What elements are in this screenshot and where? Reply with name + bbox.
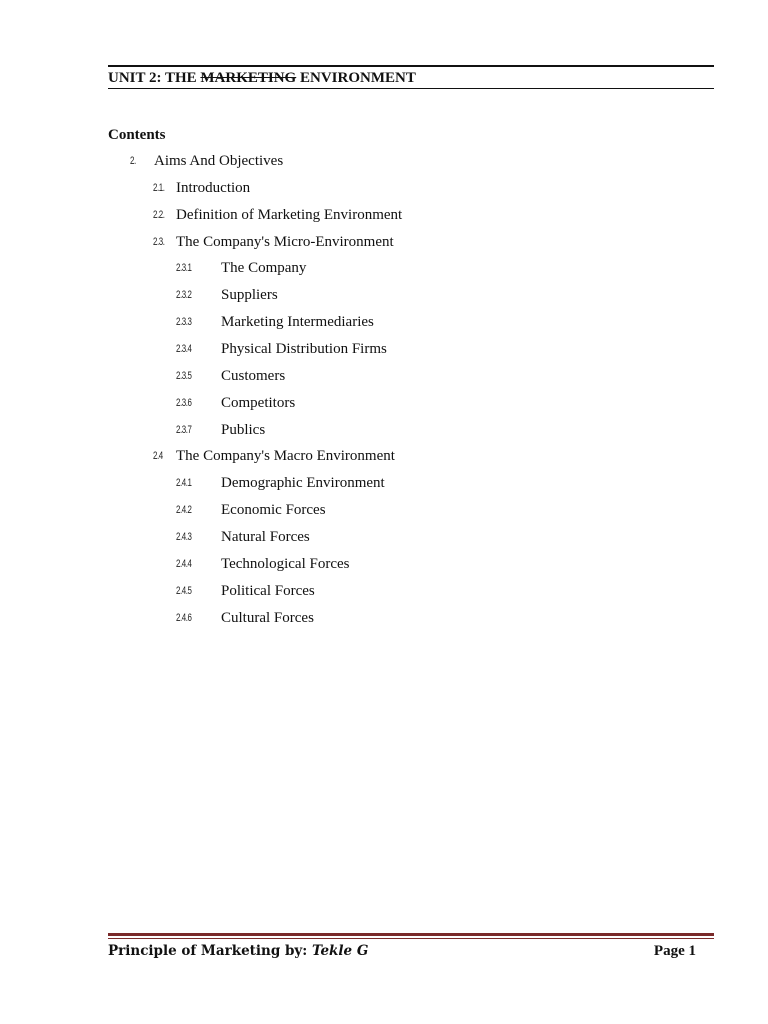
unit-title-suffix: ENVIRONMENT [296, 70, 416, 86]
toc-entry-number: 2.4.4 [176, 557, 192, 570]
toc-entry[interactable] [0, 340, 768, 358]
toc-entry-title: Political Forces [221, 582, 315, 599]
toc-entry-number: 2.3. [153, 235, 165, 248]
page-number: Page 1 [653, 943, 696, 959]
toc-entry-number: 2.4.1 [176, 477, 192, 490]
toc-entry[interactable] [0, 447, 768, 465]
toc-entry-title: Natural Forces [221, 528, 310, 545]
toc-entry-title: Publics [221, 421, 266, 438]
toc-entry[interactable] [0, 206, 768, 224]
toc-entry[interactable] [0, 421, 768, 439]
footer-label: Principle of Marketing by: [108, 943, 312, 959]
unit-title-prefix: UNIT 2: THE [108, 70, 201, 86]
unit-title [108, 69, 416, 87]
toc-entry-title: Economic Forces [221, 502, 326, 519]
toc-entry-title: Aims And Objectives [154, 153, 284, 169]
toc-entry[interactable] [0, 259, 768, 277]
toc-entry-title: The Company's Micro-Environment [176, 233, 394, 250]
footer-rule-thin [108, 938, 714, 939]
toc-entry[interactable] [0, 528, 768, 546]
toc-entry[interactable] [0, 152, 768, 170]
toc-entry-number: 2.3.5 [176, 369, 192, 382]
toc-entry-number: 2.1. [153, 181, 165, 194]
toc-entry-number: 2.4 [153, 450, 163, 463]
toc-entry[interactable] [0, 582, 768, 600]
unit-title-struck-word: MARKETING [200, 70, 297, 86]
toc-entry[interactable] [0, 474, 768, 492]
toc-entry-number: 2.4.5 [176, 584, 192, 597]
contents-heading: Contents [108, 127, 166, 143]
toc-entry[interactable] [0, 394, 768, 412]
footer-course-credit [108, 942, 368, 960]
toc-entry[interactable] [0, 179, 768, 197]
toc-entry[interactable] [0, 555, 768, 573]
toc-entry-number: 2.3.6 [176, 396, 192, 409]
toc-entry-number: 2.3.3 [176, 316, 192, 329]
toc-entry-title: Competitors [221, 394, 296, 411]
toc-entry-title: The Company's Macro Environment [176, 448, 395, 465]
toc-entry-number: 2.4.2 [176, 504, 192, 517]
toc-entry-title: Suppliers [221, 287, 278, 304]
toc-entry[interactable] [0, 367, 768, 385]
toc-entry-title: Technological Forces [221, 555, 350, 572]
toc-entry-title: Cultural Forces [221, 609, 314, 626]
toc-entry-title: The Company [221, 260, 307, 277]
toc-entry-number: 2.2. [153, 208, 165, 221]
toc-entry-title: Physical Distribution Firms [221, 341, 387, 357]
footer-rule-thick [108, 933, 714, 936]
toc-entry-number: 2.3.1 [176, 262, 192, 275]
toc-entry-title: Marketing Intermediaries [221, 314, 374, 331]
toc-entry-number: 2.3.4 [176, 343, 192, 355]
page-header [108, 65, 714, 89]
toc-entry-title: Demographic Environment [221, 475, 385, 492]
toc-entry-title: Introduction [176, 179, 251, 196]
toc-entry-number: 2.4.3 [176, 530, 192, 543]
toc-entry[interactable] [0, 286, 768, 304]
toc-entry-title: Customers [221, 367, 286, 384]
toc-entry-number: 2.3.7 [176, 423, 192, 436]
toc-entry-number: 2. [130, 155, 136, 167]
footer-author: Tekle G [311, 943, 369, 959]
toc-entry-number: 2.4.6 [176, 611, 192, 624]
toc-entry[interactable] [0, 609, 768, 627]
toc-entry[interactable] [0, 233, 768, 251]
toc-entry[interactable] [0, 313, 768, 331]
toc-entry-number: 2.3.2 [176, 289, 192, 302]
toc-entry[interactable] [0, 501, 768, 519]
toc-entry-title: Definition of Marketing Environment [176, 206, 403, 223]
